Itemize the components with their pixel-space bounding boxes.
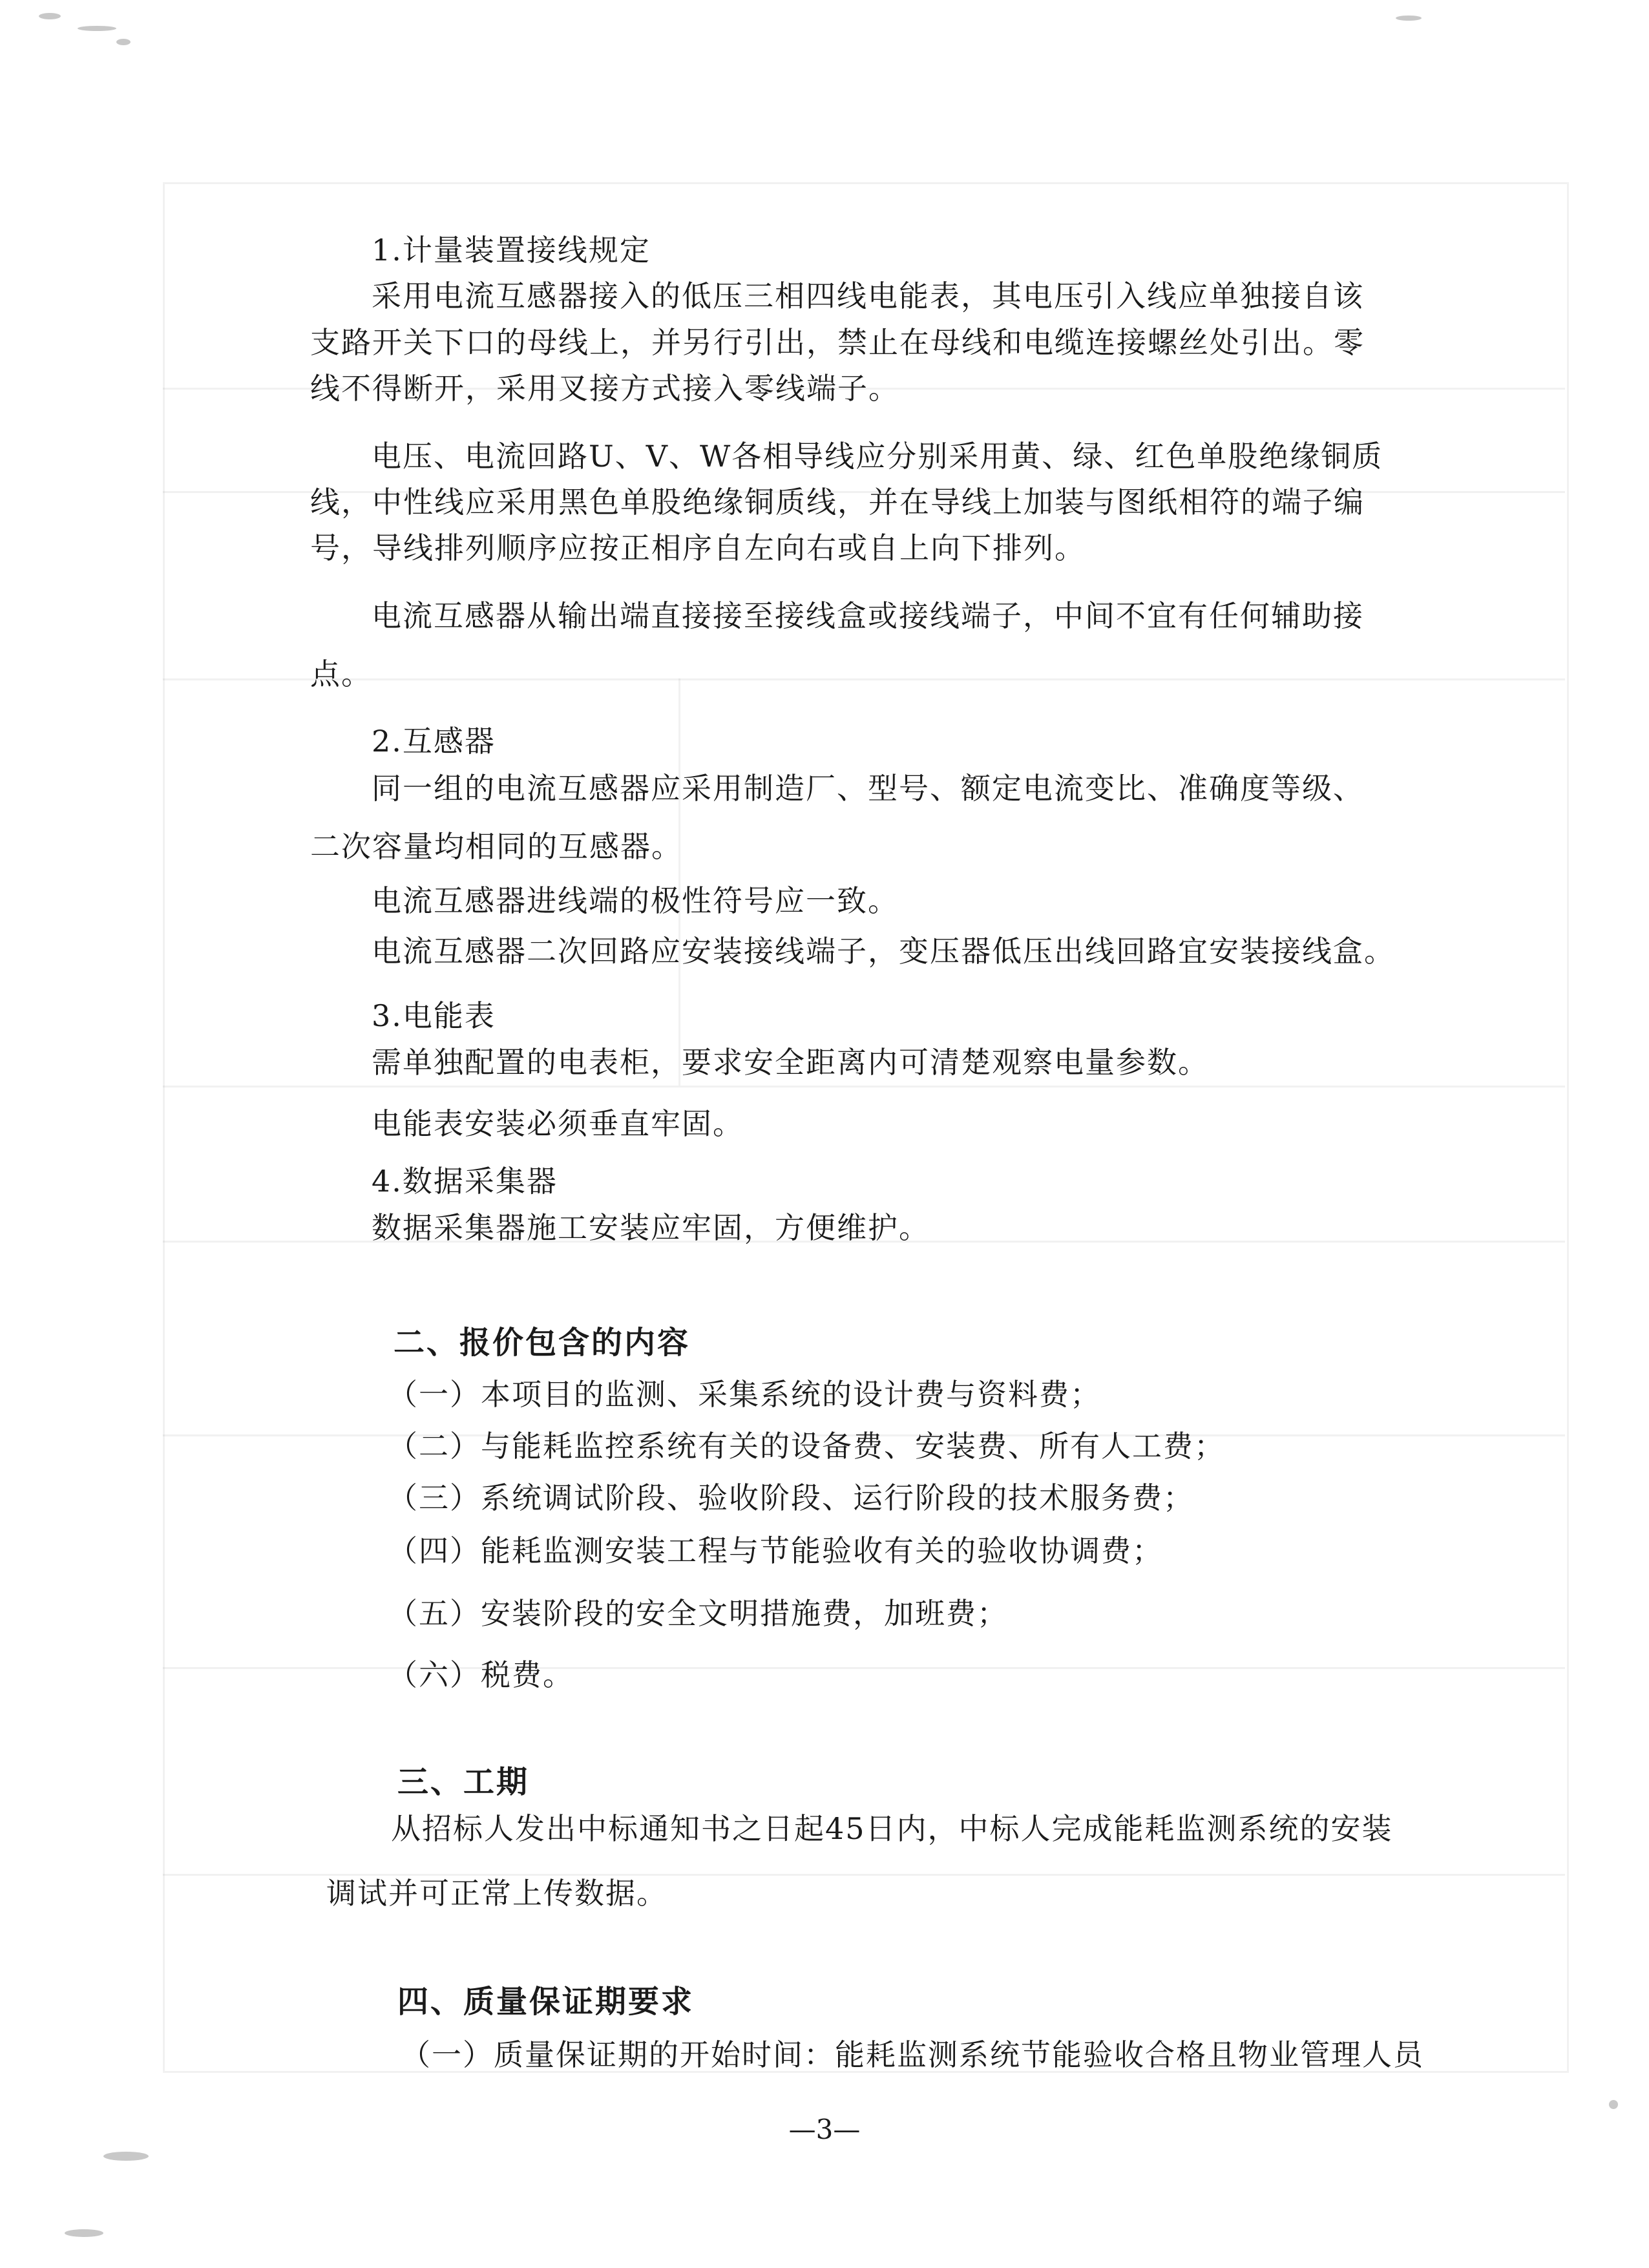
paragraph-line: 电流互感器进线端的极性符号应一致。 xyxy=(372,883,899,918)
scan-speck xyxy=(116,39,131,45)
list-item: （一）本项目的监测、采集系统的设计费与资料费； xyxy=(388,1377,1101,1412)
chapter-heading: 二、报价包含的内容 xyxy=(394,1325,691,1361)
chapter-heading: 四、质量保证期要求 xyxy=(397,1984,695,2020)
list-item: （四）能耗监测安装工程与节能验收有关的验收协调费； xyxy=(388,1533,1163,1568)
paragraph-line: 数据采集器施工安装应牢固，方便维护。 xyxy=(372,1210,930,1245)
scan-speck xyxy=(39,13,61,19)
scan-speck xyxy=(78,26,116,31)
list-item: （五）安装阶段的安全文明措施费，加班费； xyxy=(388,1596,1008,1631)
paragraph-line: 线不得断开，采用叉接方式接入零线端子。 xyxy=(310,371,899,406)
scan-speck xyxy=(103,2152,149,2161)
list-item: （三）系统调试阶段、验收阶段、运行阶段的技术服务费； xyxy=(388,1480,1194,1515)
paragraph-line: 电能表安装必须垂直牢固。 xyxy=(372,1106,744,1141)
paragraph-line: （一）质量保证期的开始时间：能耗监测系统节能验收合格且物业管理人员 xyxy=(401,2037,1424,2072)
chapter-heading: 三、工期 xyxy=(397,1764,530,1800)
scan-speck xyxy=(1609,2100,1618,2109)
scan-speck xyxy=(65,2229,103,2237)
paragraph-line: 同一组的电流互感器应采用制造厂、型号、额定电流变比、准确度等级、 xyxy=(372,771,1364,806)
paragraph-line: 采用电流互感器接入的低压三相四线电能表，其电压引入线应单独接自该 xyxy=(372,278,1364,313)
paragraph-line: 电流互感器二次回路应安装接线端子，变压器低压出线回路宜安装接线盒。 xyxy=(372,934,1395,969)
show-through-rule xyxy=(163,1667,1565,1669)
section-heading: 3.电能表 xyxy=(372,998,496,1033)
list-item: （六）税费。 xyxy=(388,1657,574,1692)
section-heading: 2.互感器 xyxy=(372,724,496,759)
paragraph-line: 需单独配置的电表柜，要求安全距离内可清楚观察电量参数。 xyxy=(372,1045,1209,1080)
paragraph-line: 点。 xyxy=(310,656,372,691)
scan-speck xyxy=(1396,16,1422,21)
paragraph-line: 线，中性线应采用黑色单股绝缘铜质线，并在导线上加装与图纸相符的端子编 xyxy=(310,485,1365,520)
section-heading: 4.数据采集器 xyxy=(372,1164,558,1199)
show-through-rule xyxy=(163,678,1565,680)
paragraph-line: 二次容量均相同的互感器。 xyxy=(310,829,682,864)
paragraph-line: 电压、电流回路U、V、W各相导线应分别采用黄、绿、红色单股绝缘铜质 xyxy=(372,439,1383,474)
show-through-rule xyxy=(163,1086,1565,1087)
paragraph-line: 电流互感器从输出端直接接至接线盒或接线端子，中间不宜有任何辅助接 xyxy=(372,598,1364,633)
paragraph-line: 从招标人发出中标通知书之日起45日内，中标人完成能耗监测系统的安装 xyxy=(391,1811,1393,1846)
paragraph-line: 调试并可正常上传数据。 xyxy=(326,1876,667,1911)
paragraph-line: 支路开关下口的母线上，并另行引出，禁止在母线和电缆连接螺丝处引出。零 xyxy=(310,325,1365,360)
list-item: （二）与能耗监控系统有关的设备费、安装费、所有人工费； xyxy=(388,1429,1225,1464)
section-heading: 1.计量装置接线规定 xyxy=(372,233,651,268)
page-number: —3— xyxy=(788,2114,861,2145)
paragraph-line: 号，导线排列顺序应按正相序自左向右或自上向下排列。 xyxy=(310,530,1086,565)
